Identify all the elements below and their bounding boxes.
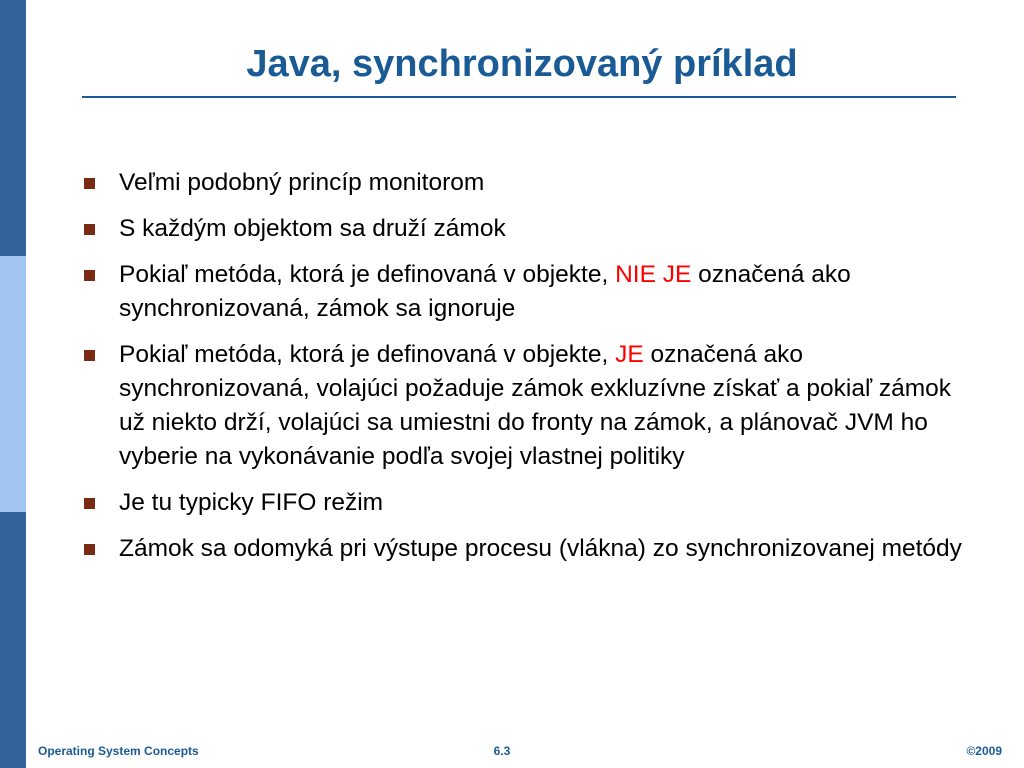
bullet-text-before: Pokiaľ metóda, ktorá je definovaná v objekte,	[119, 341, 616, 368]
side-bar-top-segment	[0, 0, 26, 256]
bullet-item-3	[82, 258, 962, 326]
bullet-text-after: označená ako synchronizovaná, zámok sa ignoruje	[119, 261, 851, 322]
slide-title: Java, synchronizovaný príklad	[246, 43, 798, 85]
square-bullet-icon	[84, 178, 95, 189]
footer-slide-number: 6.3	[493, 744, 511, 758]
square-bullet-icon	[84, 498, 95, 509]
square-bullet-icon	[84, 224, 95, 235]
title-underline	[82, 96, 956, 98]
bullet-text-after: označená ako synchronizovaná, volajúci požaduje zámok exkluzívne získať a pokiaľ zámok už niekto drží, volajúci sa umiestni do fronty na zámok, a plánovač JVM ho vyberie na vykonávanie podľa svojej vlastnej politiky	[119, 341, 952, 470]
bullet-item-2	[82, 212, 962, 246]
square-bullet-icon	[84, 350, 95, 361]
bullet-text-before: Pokiaľ metóda, ktorá je definovaná v objekte,	[119, 261, 616, 288]
square-bullet-icon	[84, 544, 95, 555]
bullet-text: Je tu typicky FIFO režim	[119, 489, 384, 516]
footer-course-title: Operating System Concepts	[38, 744, 199, 758]
bullet-highlight: NIE JE	[615, 261, 692, 288]
side-bar-middle-segment	[0, 256, 26, 512]
footer-copyright: ©2009	[966, 744, 1002, 758]
bullet-item-6	[82, 532, 962, 566]
bullet-text: S každým objektom sa druží zámok	[119, 215, 506, 242]
bullet-text: Veľmi podobný princíp monitorom	[119, 169, 485, 196]
bullet-item-4	[82, 338, 962, 474]
side-bar-bottom-segment	[0, 512, 26, 768]
bullet-item-1	[82, 166, 962, 200]
bullet-highlight: JE	[615, 341, 644, 368]
side-accent-bar	[0, 0, 26, 768]
bullet-text: Zámok sa odomyká pri výstupe procesu (vlákna) zo synchronizovanej metódy	[119, 535, 962, 562]
bullet-list	[82, 166, 962, 578]
bullet-item-5	[82, 486, 962, 520]
square-bullet-icon	[84, 270, 95, 281]
